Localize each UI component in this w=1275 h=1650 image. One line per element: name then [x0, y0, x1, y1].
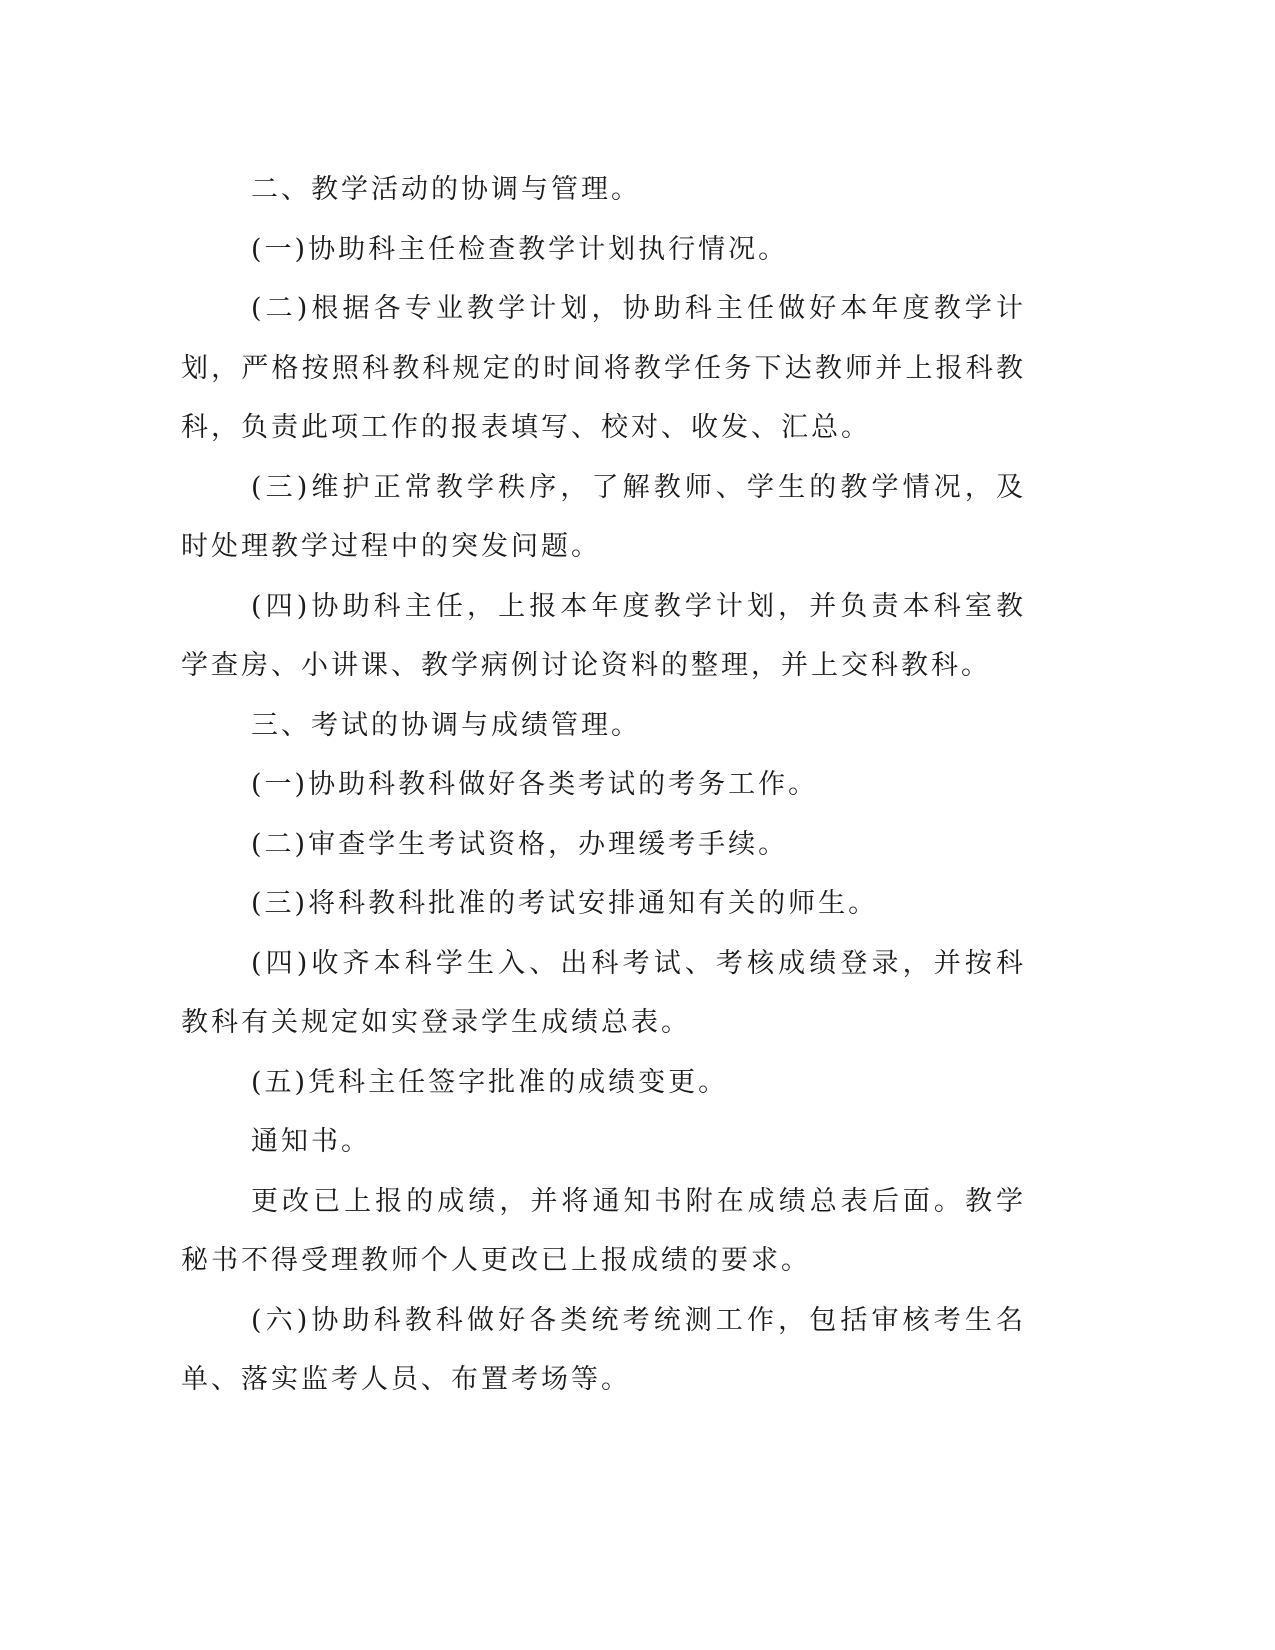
paragraph: 通知书。 [251, 1126, 371, 1157]
paragraph: (六)协助科教科做好各类统考统测工作，包括审核考生名单、落实监考人员、布置考场等。 [181, 1304, 1026, 1395]
paragraph: (三)维护正常教学秩序，了解教师、学生的教学情况，及时处理教学过程中的突发问题。 [181, 471, 1026, 562]
paragraph: (二)审查学生考试资格，办理缓考手续。 [251, 828, 789, 860]
paragraph: (一)协助科教科做好各类考试的考务工作。 [251, 769, 819, 800]
paragraph: (三)将科教科批准的考试安排通知有关的师生。 [251, 888, 879, 919]
section-heading-exam: 三、考试的协调与成绩管理。 [251, 709, 641, 741]
paragraph: (一)协助科主任检查教学计划执行情况。 [251, 233, 789, 265]
section-heading-teaching: 二、教学活动的协调与管理。 [251, 174, 641, 205]
document-body [181, 160, 1026, 1410]
paragraph: (二)根据各专业教学计划，协助科主任做好本年度教学计划，严格按照科教科规定的时间将教学任务下达教师并上报科教科，负责此项工作的报表填写、校对、收发、汇总。 [181, 293, 1026, 443]
paragraph: 更改已上报的成绩，并将通知书附在成绩总表后面。教学秘书不得受理教师个人更改已上报成绩的要求。 [181, 1185, 1026, 1276]
paragraph: (四)收齐本科学生入、出科考试、考核成绩登录，并按科教科有关规定如实登录学生成绩总表。 [181, 947, 1026, 1038]
paragraph: (四)协助科主任，上报本年度教学计划，并负责本科室教学查房、小讲课、教学病例讨论资料的整理，并上交科教科。 [181, 590, 1026, 681]
paragraph: (五)凭科主任签字批准的成绩变更。 [251, 1066, 729, 1098]
